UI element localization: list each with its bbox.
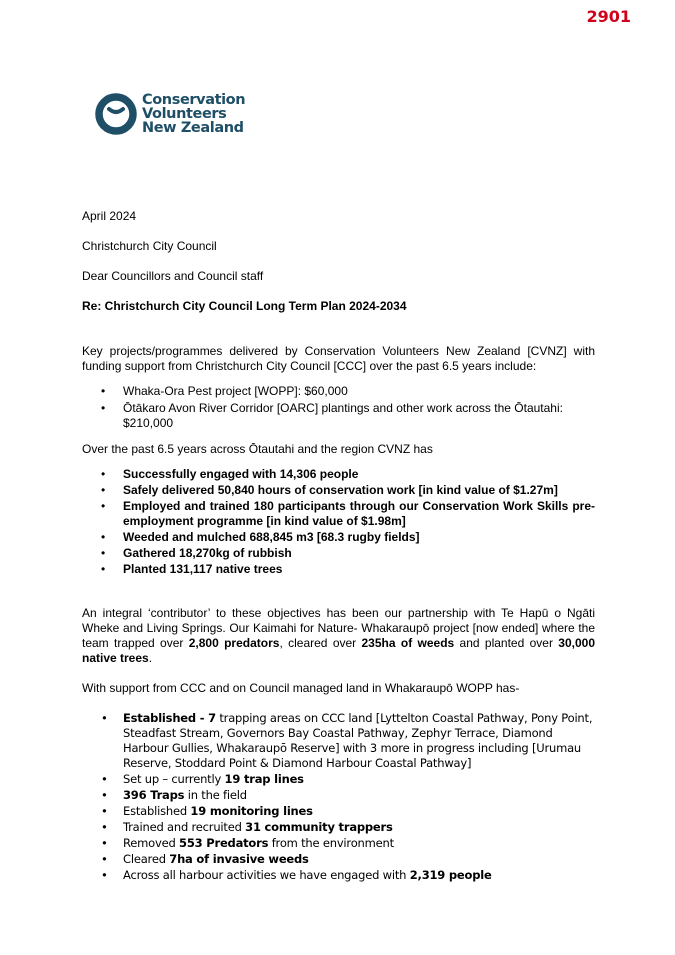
partnership-text-1: An integral ‘contributor’ to these objectives has been our partnership with Te Hapū o Ngāti Wheke and Living Springs. Our Kaimahi for Nature- Whakaraupō project [now ended] where the team trapped over (82, 606, 595, 650)
list-item: • Planted 131,117 native trees (123, 562, 595, 577)
list-item (123, 711, 595, 771)
item-text: in the field (184, 788, 247, 802)
partnership-text-4: . (148, 651, 153, 665)
list-item (123, 820, 595, 835)
item-text: trapping areas on CCC land [Lyttelton Coastal Pathway, Pony Point, Steadfast Stream, Governors Bay Coastal Pathway, Zephyr Terrace, Diamond Harbour Gullies, Whakaraupō Reserve] with 3 more in progress including [Urumau Reserve, Stoddard Point & Diamond Harbour Coastal Pathway] (123, 711, 593, 770)
item-bold: Established - 7 (123, 711, 216, 725)
list-item: • Gathered 18,270kg of rubbish (123, 546, 595, 561)
item-text: Cleared (123, 852, 170, 866)
item-text: Established (123, 804, 191, 818)
list-item: • Ōtākaro Avon River Corridor [OARC] plantings and other work across the Ōtautahi: $210,000 (123, 401, 595, 431)
partnership-text-3: and planted over (454, 636, 559, 650)
weeds-area: 235ha of weeds (361, 636, 455, 650)
item-text: from the environment (268, 836, 394, 850)
list-item (123, 772, 595, 787)
intro-paragraph: Key projects/programmes delivered by Conservation Volunteers New Zealand [CVNZ] with funding support from Christchurch City Council [CCC] over the past 6.5 years include: (82, 344, 595, 373)
page-number: 2901 (586, 7, 631, 26)
partnership-paragraph (82, 606, 595, 666)
item-bold: 7ha of invasive weeds (169, 852, 309, 866)
item-bold: 19 trap lines (224, 772, 304, 786)
list-item (123, 804, 595, 819)
list-item: • Successfully engaged with 14,306 people (123, 467, 595, 482)
logo-line-1: Conservation (142, 92, 246, 108)
item-bold: 19 monitoring lines (190, 804, 313, 818)
letter-salutation: Dear Councillors and Council staff (82, 269, 264, 283)
list-item (123, 868, 595, 883)
item-text: Removed (123, 836, 180, 850)
list-item (123, 836, 595, 851)
cvnz-logo (95, 93, 245, 135)
list-item: • Whaka-Ora Pest project [WOPP]: $60,000 (123, 384, 595, 399)
wopp-list (82, 711, 595, 883)
region-intro: Over the past 6.5 years across Ōtautahi and the region CVNZ has (82, 442, 433, 456)
item-bold: 553 Predators (179, 836, 269, 850)
projects-list (82, 384, 595, 431)
trees-count: 30,000 native trees (82, 636, 595, 665)
letter-recipient: Christchurch City Council (82, 239, 217, 253)
item-text: Trained and recruited (123, 820, 246, 834)
list-item: • Employed and trained 180 participants through our Conservation Work Skills pre-employment programme [in kind value of $1.98m] (123, 499, 595, 529)
item-text: Set up – currently (123, 772, 225, 786)
predators-count: 2,800 predators (188, 636, 280, 650)
list-item: • Safely delivered 50,840 hours of conservation work [in kind value of $1.27m] (123, 483, 595, 498)
wopp-intro: With support from CCC and on Council managed land in Whakaraupō WOPP has- (82, 681, 520, 695)
logo-line-2: Volunteers (142, 106, 227, 122)
letter-date: April 2024 (82, 209, 137, 223)
logo-line-3: New Zealand (142, 120, 244, 136)
letter-subject: Re: Christchurch City Council Long Term Plan 2024-2034 (82, 299, 407, 313)
list-item: • Weeded and mulched 688,845 m3 [68.3 rugby fields] (123, 530, 595, 545)
list-item (123, 852, 595, 867)
item-bold: 2,319 people (409, 868, 492, 882)
cvnz-logo-icon (95, 93, 137, 135)
logo-wordmark (142, 93, 245, 135)
letter-body (82, 209, 595, 884)
item-text: Across all harbour activities we have engaged with (123, 868, 410, 882)
item-bold: 396 Traps (123, 788, 185, 802)
achievements-list (82, 467, 595, 577)
item-bold: 31 community trappers (245, 820, 393, 834)
list-item (123, 788, 595, 803)
partnership-text-2: , cleared over (279, 636, 362, 650)
